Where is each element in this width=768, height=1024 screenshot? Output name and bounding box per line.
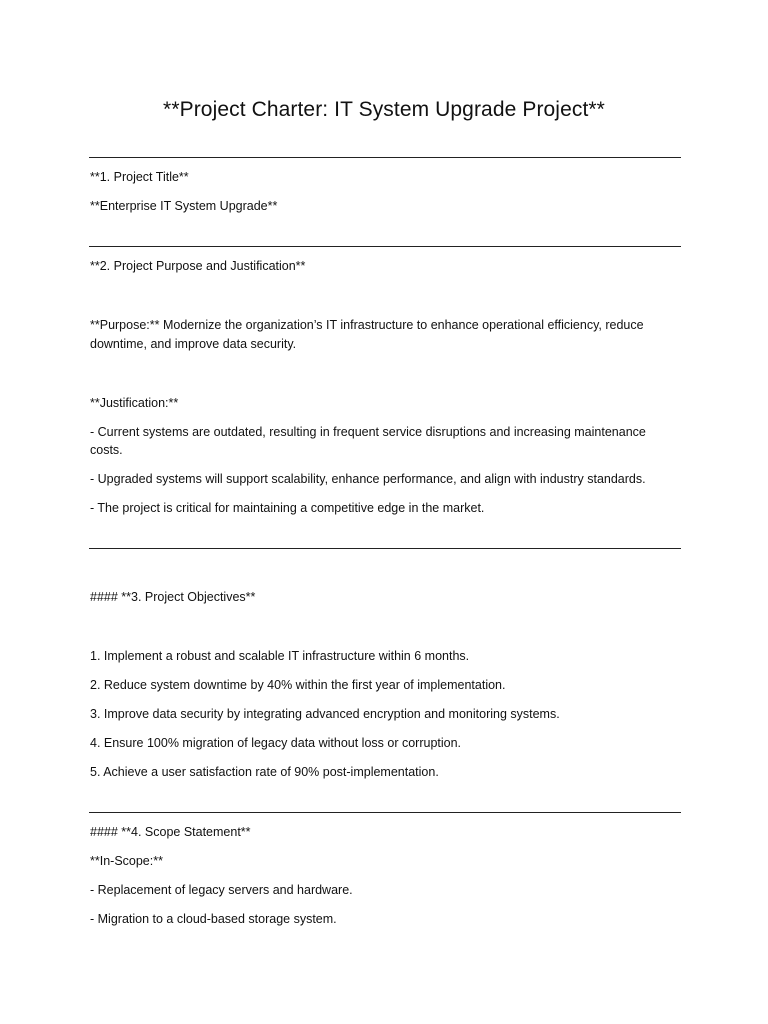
- section3-heading: #### **3. Project Objectives**: [90, 590, 256, 604]
- in-scope-label: **In-Scope:**: [90, 854, 163, 868]
- section4-heading: #### **4. Scope Statement**: [90, 825, 251, 839]
- divider: [89, 548, 681, 549]
- objective-item: 3. Improve data security by integrating advanced encryption and monitoring systems.: [90, 707, 560, 721]
- divider: [89, 246, 681, 247]
- objective-item: 5. Achieve a user satisfaction rate of 90% post-implementation.: [90, 765, 439, 779]
- divider: [89, 812, 681, 813]
- purpose-line-2: downtime, and improve data security.: [90, 337, 297, 351]
- justification-bullet: - Current systems are outdated, resulting in frequent service disruptions and increasing maintenance: [90, 425, 646, 439]
- objective-item: 1. Implement a robust and scalable IT infrastructure within 6 months.: [90, 649, 470, 663]
- objective-item: 4. Ensure 100% migration of legacy data without loss or corruption.: [90, 736, 462, 750]
- section1-heading: **1. Project Title**: [90, 170, 189, 184]
- justification-bullet: - The project is critical for maintaining a competitive edge in the market.: [90, 501, 485, 515]
- justification-bullet: - Upgraded systems will support scalability, enhance performance, and align with industry standards.: [90, 472, 646, 486]
- purpose-line-1: **Purpose:** Modernize the organization’s IT infrastructure to enhance operational efficiency, reduce: [90, 318, 644, 332]
- justification-bullet-continued: costs.: [90, 443, 123, 457]
- section2-heading: **2. Project Purpose and Justification**: [90, 259, 306, 273]
- page-title: **Project Charter: IT System Upgrade Project**: [163, 98, 605, 121]
- project-title-value: **Enterprise IT System Upgrade**: [90, 199, 278, 213]
- in-scope-item: - Replacement of legacy servers and hardware.: [90, 883, 353, 897]
- justification-label: **Justification:**: [90, 396, 179, 410]
- divider: [89, 157, 681, 158]
- objective-item: 2. Reduce system downtime by 40% within the first year of implementation.: [90, 678, 506, 692]
- in-scope-item: - Migration to a cloud-based storage system.: [90, 912, 337, 926]
